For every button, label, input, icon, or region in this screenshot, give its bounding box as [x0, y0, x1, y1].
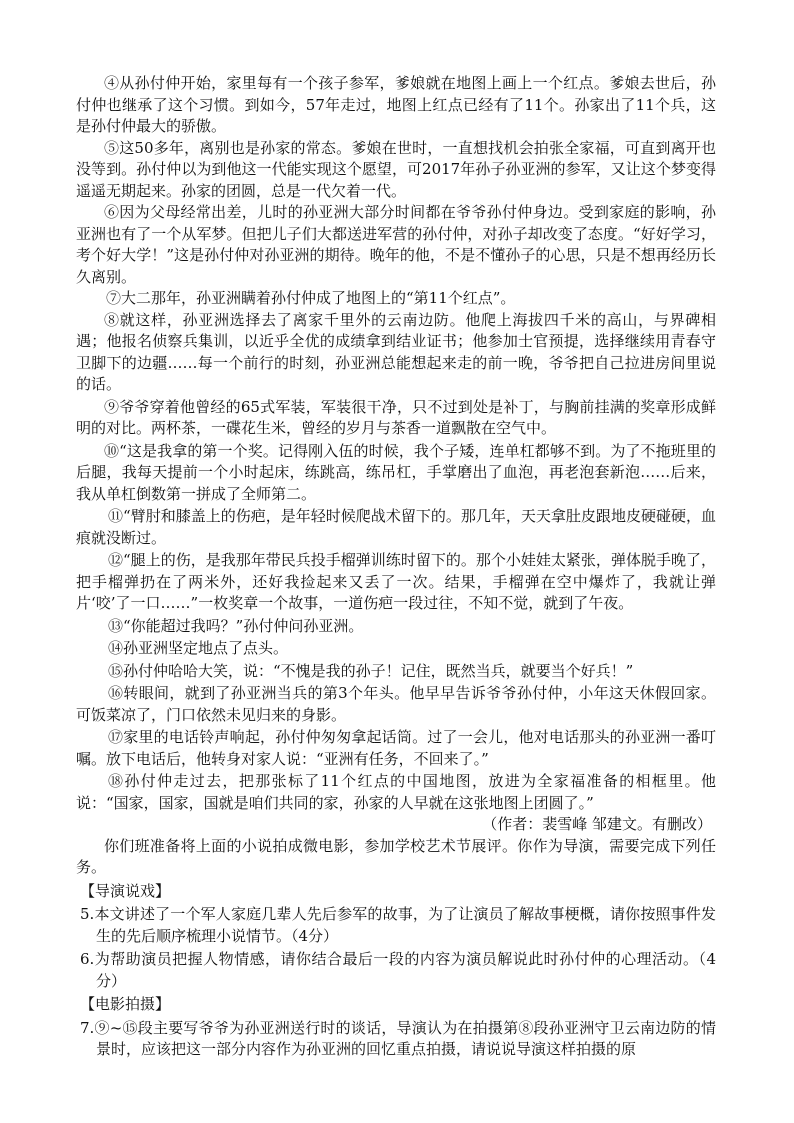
paragraph-5: ⑤这50多年，离别也是孙家的常态。爹娘在世时，一直想找机会拍张全家福，可直到离开也没等到。孙付仲以为到他这一代能实现这个愿望，可2017年孙子孙亚洲的参军，又让这个梦变得遥遥无期起来。孙家的团圆，总是一代欠着一代。 [76, 138, 716, 200]
paragraph-11: ⑪“臂肘和膝盖上的伤疤，是年轻时候爬战术留下的。那几年，天天拿肚皮跟地皮硬碰硬，血痕就没断过。 [76, 507, 716, 547]
paragraph-6: ⑥因为父母经常出差，儿时的孙亚洲大部分时间都在爷爷孙付仲身边。受到家庭的影响，孙亚洲也有了一个从军梦。但把儿子们大都送进军营的孙付仲，对孙子却改变了态度。“好好学习，考个好大学！”这是孙付仲对孙亚洲的期待。晚年的他，不是不懂孙子的心思，只是不想再经历长久离别。 [76, 203, 716, 286]
paragraph-7: ⑦大二那年，孙亚洲瞒着孙付仲成了地图上的“第11个红点”。 [106, 289, 516, 307]
paragraph-13: ⑬“你能超过我吗？”孙付仲问孙亚洲。 [108, 616, 364, 635]
document-page [76, 73, 716, 1061]
paragraph-17: ⑰家里的电话铃声响起，孙付仲匆匆拿起话筒。过了一会儿，他对电话那头的孙亚洲一番叮嘱。放下电话后，他转身对家人说：“亚洲有任务，不回来了。” [76, 728, 716, 768]
section-heading-filming: 【电影拍摄】 [80, 995, 171, 1013]
question-5: 5.本文讲述了一个军人家庭几辈人先后参军的故事，为了让演员了解故事梗概，请你按照事件发生的先后顺序梳理小说情节。（4分） [80, 905, 716, 945]
paragraph-15: ⑮孙付仲哈哈大笑，说：“不愧是我的孙子！记住，既然当兵，就要当个好兵！” [108, 661, 634, 680]
paragraph-14: ⑭孙亚洲坚定地点了点头。 [108, 639, 289, 657]
task-intro: 你们班准备将上面的小说拍成微电影，参加学校艺术节展评。你作为导演，需要完成下列任务。 [76, 836, 716, 876]
paragraph-8: ⑧就这样，孙亚洲选择去了离家千里外的云南边防。他爬上海拔四千米的高山，与界碑相遇；他报名侦察兵集训，以近乎全优的成绩拿到结业证书；他参加士官预提，选择继续用青春守卫脚下的边疆……每一个前行的时刻，孙亚洲总能想起来走的前一晚，爷爷把自己拉进房间里说的话。 [76, 310, 716, 393]
author-credit: （作者：裴雪峰 邹建文。有删改） [482, 815, 712, 833]
paragraph-4: ④从孙付仲开始，家里每有一个孩子参军，爹娘就在地图上画上一个红点。爹娘去世后，孙付仲也继承了这个习惯。到如今，57年走过，地图上红点已经有了11个。孙家出了11个兵，这是孙付仲最大的骄傲。 [76, 74, 716, 135]
paragraph-9: ⑨爷爷穿着他曾经的65式军装，军装很干净，只不过到处是补丁，与胸前挂满的奖章形成鲜明的对比。两杯茶，一碟花生米，曾经的岁月与茶香一道飘散在空气中。 [76, 397, 716, 437]
paragraph-18: ⑱孙付仲走过去，把那张标了11个红点的中国地图，放进为全家福准备的相框里。他说：“国家，国家，国就是咱们共同的家，孙家的人早就在这张地图上团圆了。” [76, 772, 716, 812]
question-7: 7.⑨~⑮段主要写爷爷为孙亚洲送行时的谈话，导演认为在拍摄第⑧段孙亚洲守卫云南边防的情景时，应该把这一部分内容作为孙亚洲的回忆重点拍摄，请说说导演这样拍摄的原 [80, 1018, 716, 1058]
paragraph-16: ⑯转眼间，就到了孙亚洲当兵的第3个年头。他早早告诉爷爷孙付仲，小年这天休假回家。可饭菜凉了，门口依然未见归来的身影。 [76, 684, 716, 724]
question-6: 6.为帮助演员把握人物情感，请你结合最后一段的内容为演员解说此时孙付仲的心理活动。（4分） [80, 950, 716, 990]
section-heading-director: 【导演说戏】 [80, 881, 171, 900]
paragraph-12: ⑫“腿上的伤，是我那年带民兵投手榴弹训练时留下的。那个小娃娃太紧张，弹体脱手晚了，把手榴弹扔在了两米外，还好我捡起来又丢了一次。结果，手榴弹在空中爆炸了，我就让弹片‘咬’了一口……”一枚奖章一个故事，一道伤疤一段过往，不知不觉，就到了午夜。 [76, 551, 716, 612]
paragraph-10: ⑩“这是我拿的第一个奖。记得刚入伍的时候，我个子矮，连单杠都够不到。为了不拖班里的后腿，我每天提前一个小时起床，练跳高，练吊杠，手掌磨出了血泡，再老泡套新泡……后来，我从单杠倒数第一拼成了全师第二。 [76, 441, 716, 503]
